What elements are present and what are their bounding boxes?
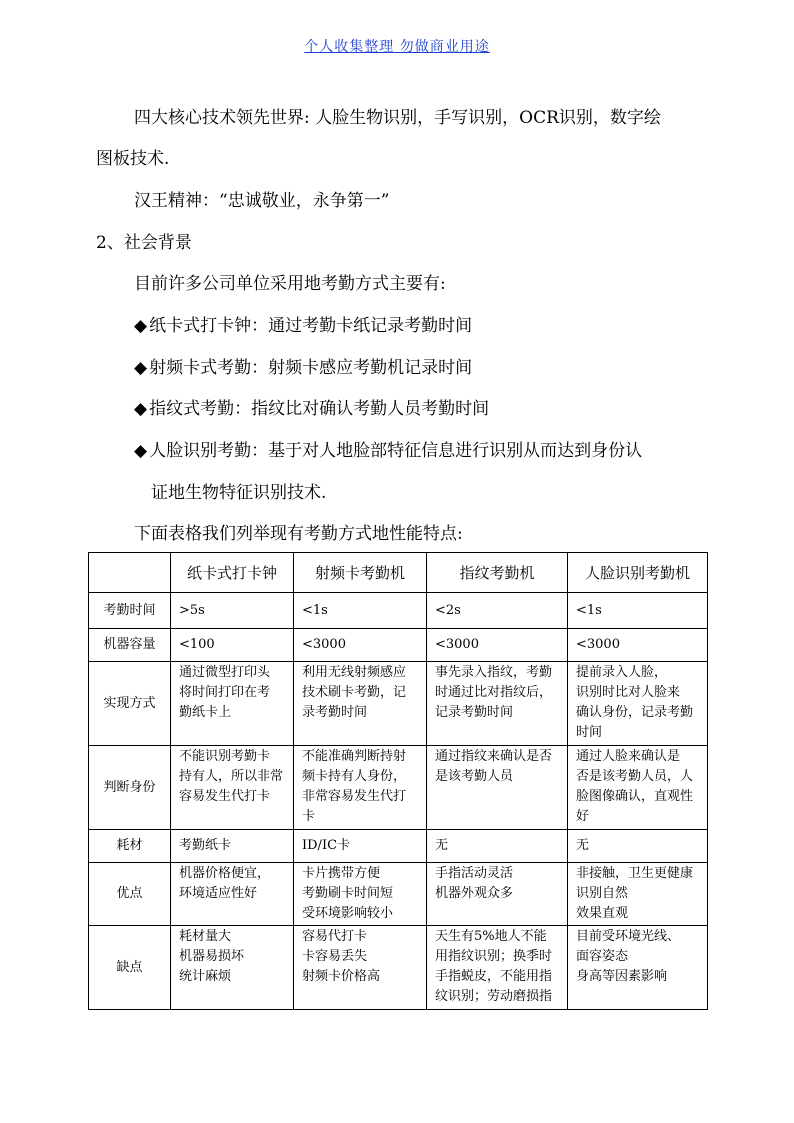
cell-line: 射频卡价格高 [302, 969, 381, 984]
cell-line: 通过微型打印头 [179, 665, 271, 680]
table-cell [171, 593, 294, 629]
section-title: 2、社会背景 [96, 233, 192, 253]
bullet-item: ◆ 射频卡式考勤：射频卡感应考勤机记录时间 [134, 358, 473, 378]
cell-line: 识别自然 [576, 886, 629, 901]
cell-line: 确认身份，记录考勤 [576, 705, 694, 720]
row-label: 耗材 [89, 830, 171, 863]
table-cell [427, 926, 568, 1010]
cell-line: 手指活动灵活 [435, 866, 514, 881]
cell-line: 否是该考勤人员，人 [576, 769, 694, 784]
table-cell [171, 629, 294, 662]
cell-line: 机器外观众多 [435, 886, 514, 901]
cell-line: 身高等因素影响 [576, 969, 668, 984]
cell-line: 非接触，卫生更健康 [576, 866, 694, 881]
cell-line: 时通过比对指纹后， [435, 685, 553, 700]
table-cell [294, 746, 427, 830]
table-row [89, 629, 708, 662]
cell-line: 无 [435, 838, 449, 853]
table-cell [427, 830, 568, 863]
cell-line: 通过人脸来确认是 [576, 749, 681, 764]
cell-line: <2s [435, 602, 461, 618]
table-cell [294, 662, 427, 746]
cell-line: 频卡持有人身份， [302, 769, 407, 784]
table-cell [568, 662, 708, 746]
paragraph-line: 下面表格我们列举现有考勤方式地性能特点: [134, 524, 463, 544]
diamond-bullet-icon: ◆ [134, 399, 148, 419]
cell-line: 机器价格便宜， [179, 866, 271, 881]
table-header-cell: 人脸识别考勤机 [568, 553, 708, 593]
table-cell [294, 863, 427, 926]
table-header-cell: 射频卡考勤机 [294, 553, 427, 593]
cell-line: 考勤纸卡 [179, 838, 232, 853]
cell-line: 无 [576, 838, 590, 853]
table-cell [171, 746, 294, 830]
cell-line: <3000 [435, 637, 479, 652]
cell-line: 面容姿态 [576, 949, 629, 964]
cell-line: ID/IC卡 [302, 838, 351, 853]
row-label: 优点 [89, 863, 171, 926]
table-cell [568, 863, 708, 926]
cell-line: 环境适应性好 [179, 886, 258, 901]
cell-line: <1s [576, 602, 602, 618]
cell-line: 天生有5%地人不能 [435, 929, 547, 944]
cell-line: 识别时比对人脸来 [576, 685, 681, 700]
table-cell [427, 593, 568, 629]
table-cell [171, 863, 294, 926]
cell-line: 技术刷卡考勤，记 [302, 685, 407, 700]
cell-line: 耗材量大 [179, 929, 232, 944]
row-label: 缺点 [89, 926, 171, 1010]
diamond-bullet-icon: ◆ [134, 316, 148, 336]
cell-line: <3000 [576, 637, 620, 652]
cell-line: 录考勤时间 [302, 705, 368, 720]
attendance-comparison-table [88, 552, 708, 1010]
table-cell [294, 593, 427, 629]
bullet-item: ◆ 纸卡式打卡钟：通过考勤卡纸记录考勤时间 [134, 316, 473, 336]
paragraph-line: 汉王精神：“忠诚敬业，永争第一” [134, 191, 390, 211]
row-label: 机器容量 [89, 629, 171, 662]
cell-line: 效果直观 [576, 906, 629, 921]
cell-line: 事先录入指纹，考勤 [435, 665, 553, 680]
cell-line: >5s [179, 602, 205, 618]
cell-line: 非常容易发生代打 [302, 789, 407, 804]
cell-line: 将时间打印在考 [179, 685, 271, 700]
table-cell [427, 863, 568, 926]
cell-line: 受环境影响较小 [302, 906, 394, 921]
table-header-row [89, 553, 708, 593]
table-header-cell [89, 553, 171, 593]
table-row [89, 662, 708, 746]
table-cell [294, 830, 427, 863]
cell-line: <100 [179, 637, 215, 652]
cell-line: 卡容易丢失 [302, 949, 368, 964]
cell-line: 不能识别考勤卡 [179, 749, 271, 764]
cell-line: 脸图像确认，直观性 [576, 789, 694, 804]
table-cell [171, 830, 294, 863]
bullet-item: ◆ 人脸识别考勤：基于对人地脸部特征信息进行识别从而达到身份认 [134, 441, 643, 461]
table-row [89, 593, 708, 629]
table-header-cell: 指纹考勤机 [427, 553, 568, 593]
cell-line: 持有人，所以非常 [179, 769, 284, 784]
cell-line: 容易代打卡 [302, 929, 368, 944]
table-cell [171, 926, 294, 1010]
cell-line: 目前受环境光线、 [576, 929, 681, 944]
cell-line: 不能准确判断持射 [302, 749, 407, 764]
cell-line: 是该考勤人员 [435, 769, 514, 784]
table-cell [568, 830, 708, 863]
table-cell [427, 662, 568, 746]
table-cell [294, 629, 427, 662]
table-cell [427, 746, 568, 830]
cell-line: 提前录入人脸， [576, 665, 668, 680]
cell-line: 考勤刷卡时间短 [302, 886, 394, 901]
table-cell [171, 662, 294, 746]
bullet-continuation: 证地生物特征识别技术. [151, 483, 327, 503]
cell-line: 利用无线射频感应 [302, 665, 407, 680]
cell-line: 勤纸卡上 [179, 705, 232, 720]
table-cell [568, 746, 708, 830]
cell-line: 统计麻烦 [179, 969, 232, 984]
cell-line: 记录考勤时间 [435, 705, 514, 720]
cell-line: 好 [576, 809, 590, 824]
paragraph-line: 图板技术. [96, 149, 170, 169]
cell-line: 卡 [302, 809, 316, 824]
cell-line: 手指蜕皮，不能用指 [435, 969, 553, 984]
cell-line: <3000 [302, 637, 346, 652]
page-header: 个人收集整理 勿做商业用途 [304, 39, 490, 55]
diamond-bullet-icon: ◆ [134, 358, 148, 378]
table-cell [568, 593, 708, 629]
row-label: 考勤时间 [89, 593, 171, 629]
row-label: 实现方式 [89, 662, 171, 746]
cell-line: <1s [302, 602, 328, 618]
table-row [89, 830, 708, 863]
table-row [89, 863, 708, 926]
cell-line: 容易发生代打卡 [179, 789, 271, 804]
table-row [89, 926, 708, 1010]
cell-line: 通过指纹来确认是否 [435, 749, 553, 764]
cell-line: 纹识别；劳动磨损指 [435, 989, 553, 1004]
cell-line: 时间 [576, 725, 603, 740]
diamond-bullet-icon: ◆ [134, 441, 148, 461]
cell-line: 卡片携带方便 [302, 866, 381, 881]
table-cell [294, 926, 427, 1010]
cell-line: 机器易损坏 [179, 949, 245, 964]
cell-line: 用指纹识别；换季时 [435, 949, 553, 964]
table-header-cell: 纸卡式打卡钟 [171, 553, 294, 593]
paragraph-line: 目前许多公司单位采用地考勤方式主要有: [134, 274, 446, 294]
paragraph-line: 四大核心技术领先世界: 人脸生物识别，手写识别，OCR识别，数字绘 [134, 108, 661, 128]
table-cell [427, 629, 568, 662]
table-cell [568, 926, 708, 1010]
row-label: 判断身份 [89, 746, 171, 830]
bullet-item: ◆ 指纹式考勤：指纹比对确认考勤人员考勤时间 [134, 399, 490, 419]
table-row [89, 746, 708, 830]
table-cell [568, 629, 708, 662]
